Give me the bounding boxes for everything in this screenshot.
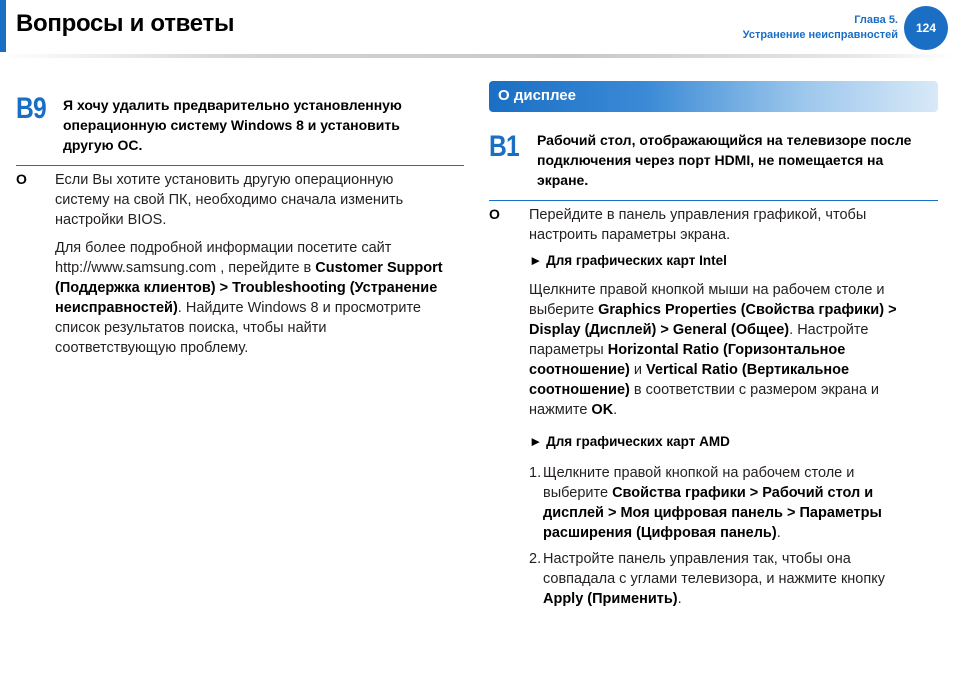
text-span: и [629,362,647,378]
page-title: Вопросы и ответы [16,10,235,37]
question-divider [16,165,464,166]
amd-step-2 [543,549,913,609]
text-span: . Найдите Windows 8 и просмотрите список результатов поиска, чтобы найти соответствующую проблему. [55,300,421,356]
answer-mark: О [16,171,27,187]
text-span: . [776,525,781,541]
question-text: Я хочу удалить предварительно установленную операционную систему Windows 8 и установить другую ОС. [63,97,402,153]
text-span: . [613,402,618,418]
question-text: Рабочий стол, отображающийся на телевизоре после подключения через порт HDMI, не помещается на экране. [537,132,912,188]
chapter-label [743,13,898,43]
answer-paragraph-details [55,238,450,358]
section-header-bar [489,81,938,112]
intel-instructions [529,280,914,420]
answer-mark: О [489,206,500,222]
menu-path: Свойства графики > Рабочий стол и дисплей > Моя цифровая панель > Параметры расширения (Цифровая панель) [543,485,882,541]
amd-subheading: ► Для графических карт AMD [529,434,730,449]
text-span: . [677,591,682,607]
intel-subheading: ► Для графических карт Intel [529,253,727,268]
amd-step-1 [543,463,913,543]
answer-paragraph: Перейдите в панель управления графикой, чтобы настроить параметры экрана. [529,207,867,243]
question-badge-b1: B1 [489,130,519,163]
header-divider [0,54,954,58]
setting-name: Horizontal Ratio (Горизонтальное соотношение) [529,342,846,378]
chapter-name: Устранение неисправностей [742,29,898,41]
text-span: Щелкните правой кнопкой на рабочем столе и выберите [543,465,855,501]
text-span: . Настройте параметры [529,322,869,358]
setting-name: Vertical Ratio (Вертикальное соотношение) [529,362,850,398]
question-badge-b9: B9 [16,92,46,125]
text-span: в соответствии с размером экрана и нажмите [529,382,880,418]
menu-path: Graphics Properties (Свойства графики) > Display (Дисплей) > General (Общее) [529,302,897,338]
text-span: Настройте панель управления так, чтобы она совпадала с углами телевизора, и нажмите кнопку [543,551,885,587]
text-span: Для более подробной информации посетите сайт http://www.samsung.com , перейдите в [55,240,392,276]
answer-paragraph: Если Вы хотите установить другую операционную систему на свой ПК, необходимо сначала изменить настройки BIOS. [55,172,404,228]
section-title: О дисплее [498,87,576,104]
header-accent-bar [0,0,6,52]
support-path: Customer Support (Поддержка клиентов) > Troubleshooting (Устранение неисправностей) [55,260,443,316]
chapter-number: Глава 5. [854,14,898,26]
page-number-badge: 124 [904,6,948,50]
question-divider [489,200,938,201]
list-number: 2. [529,551,542,567]
text-span: Щелкните правой кнопкой мыши на рабочем столе и выберите [529,282,885,318]
list-number: 1. [529,465,542,481]
button-name: OK [591,402,614,418]
button-name: Apply (Применить) [543,591,678,607]
